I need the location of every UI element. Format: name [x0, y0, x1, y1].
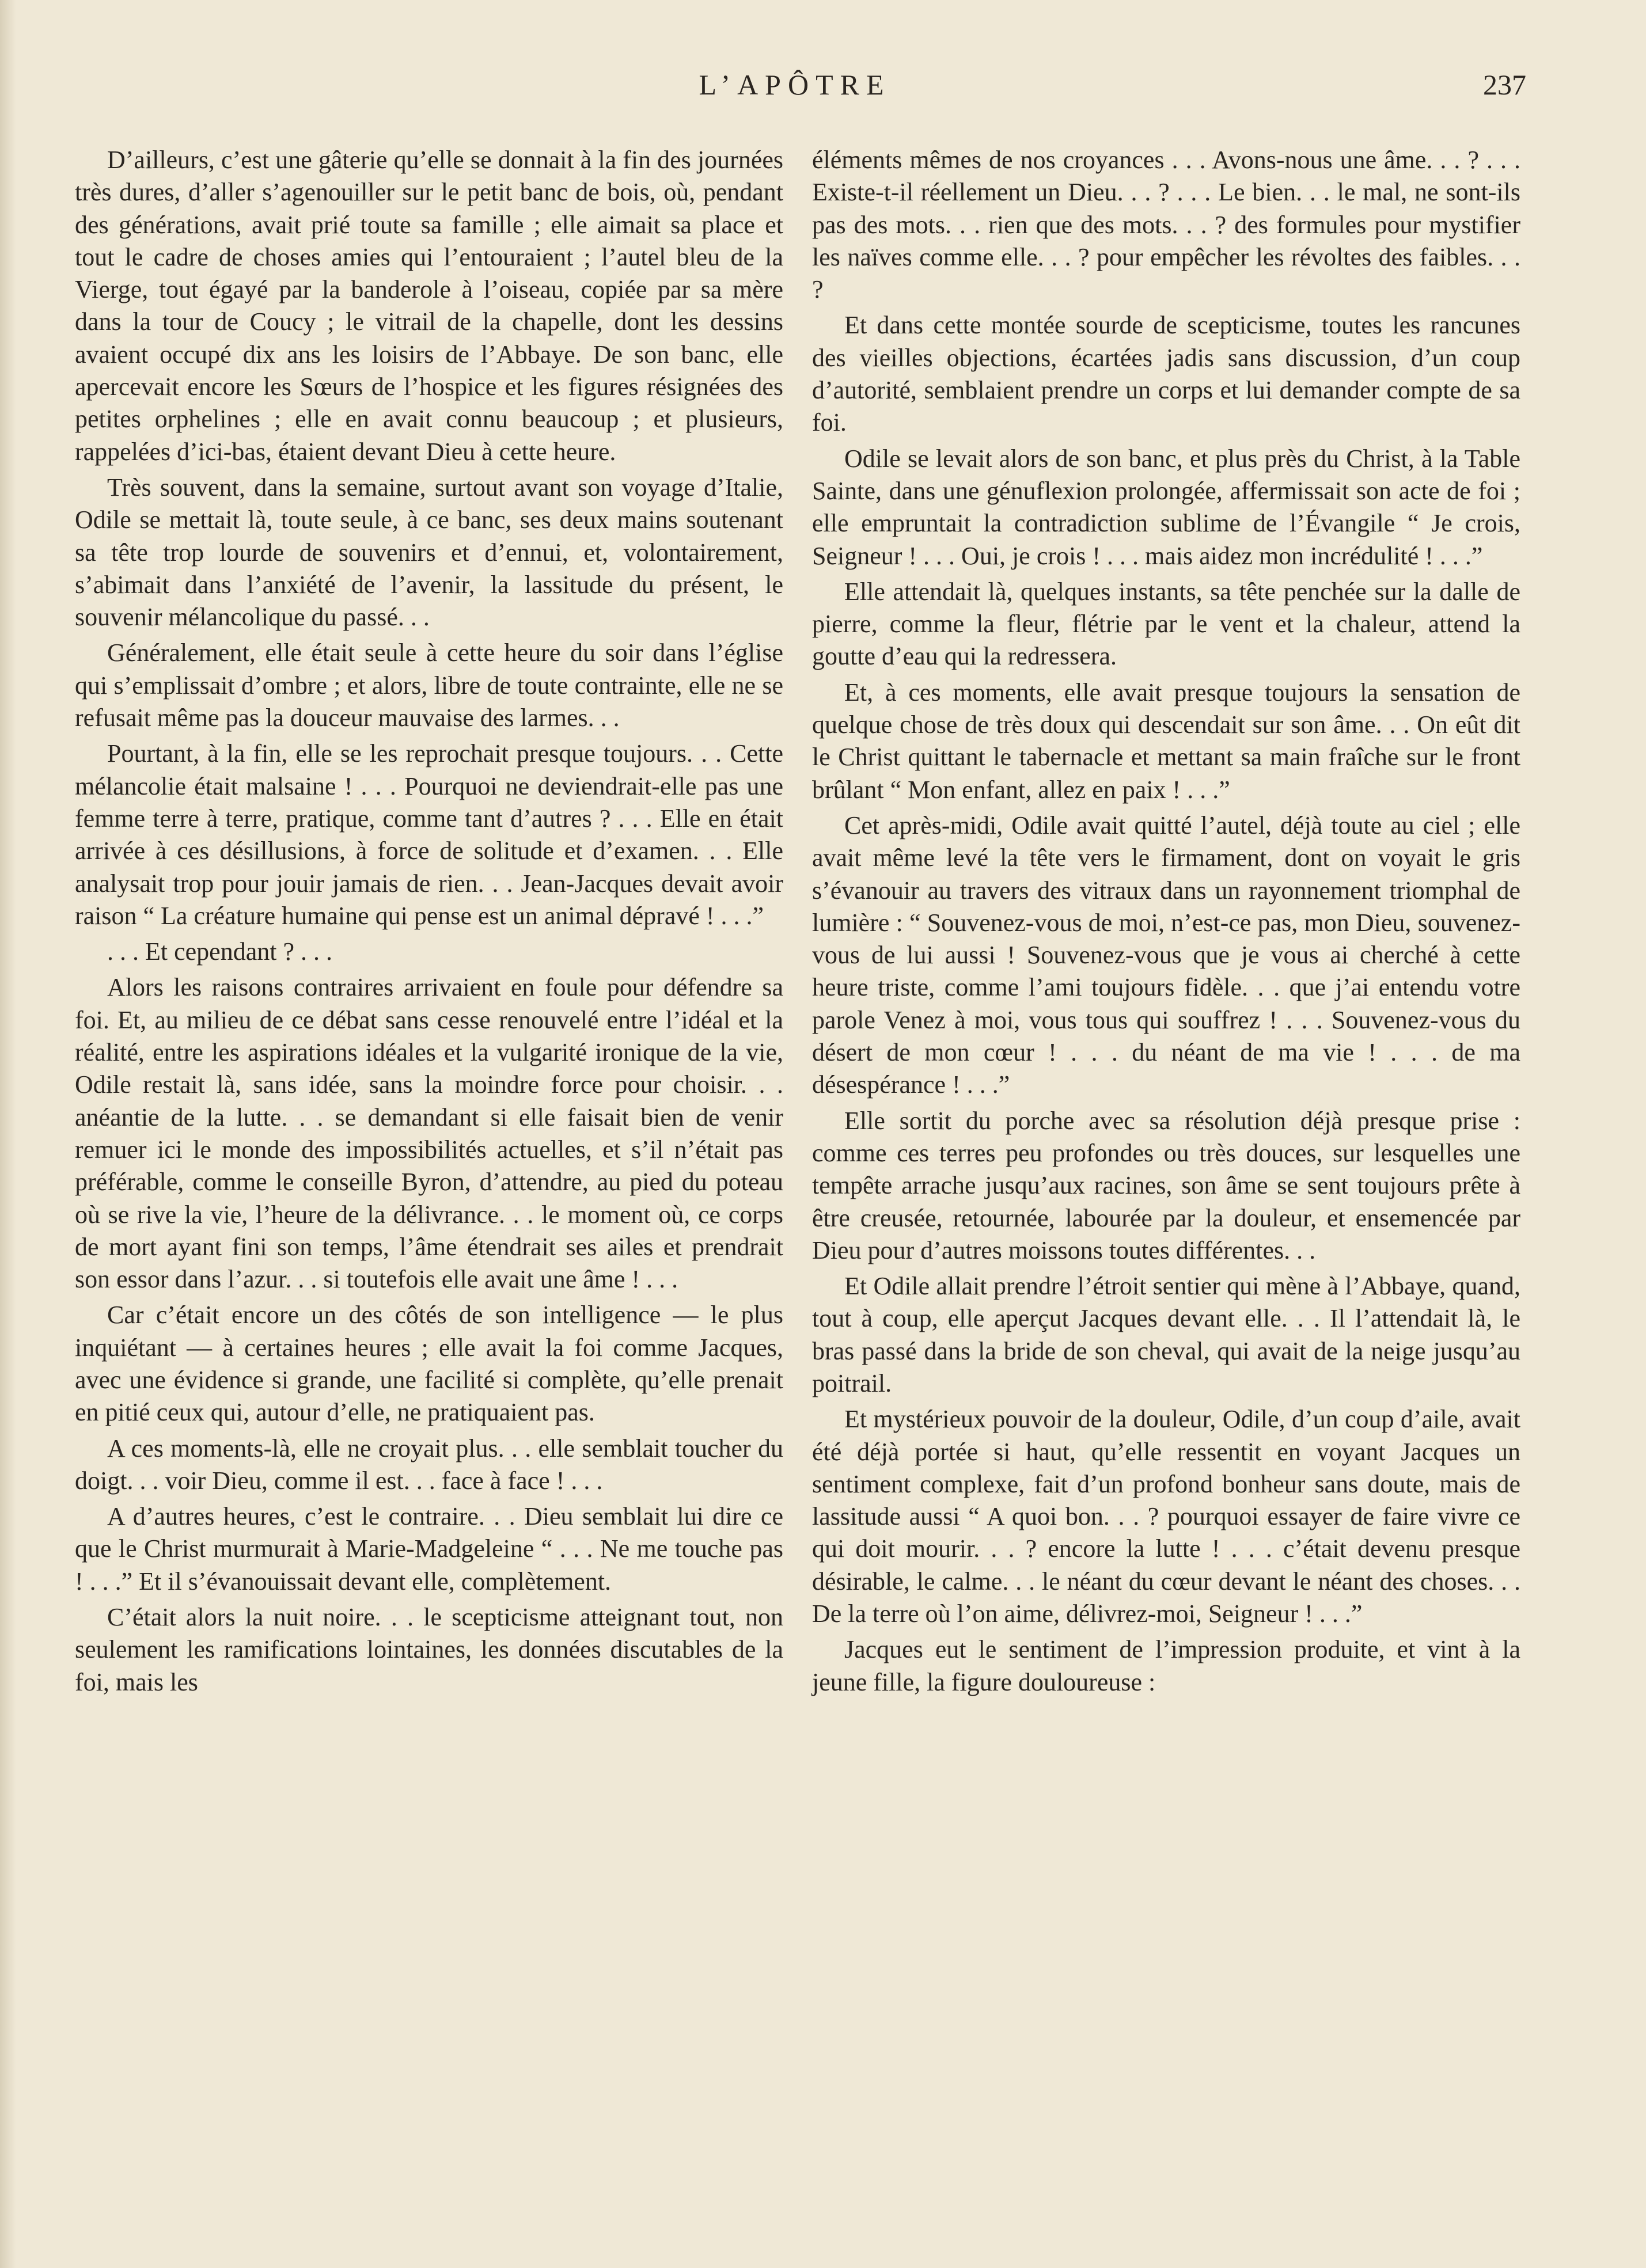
paragraph: Et, à ces moments, elle avait presque toujours la sensation de quelque chose de très doux qui descendait sur son âme. . . On eût dit le Christ quittant le tabernacle et mettant sa main fraîche sur le front brûlant “ Mon enfant, allez en paix ! . . .” [812, 678, 1520, 804]
paragraph: Et dans cette montée sourde de scepticisme, toutes les rancunes des vieilles objections, écartées jadis sans discussion, d’un coup d’autorité, semblaient prendre un corps et lui demander compte de sa foi. [812, 311, 1520, 437]
paragraph: Elle sortit du porche avec sa résolution déjà presque prise : comme ces terres peu profondes ou très douces, sur lesquelles une tempête arrache jusqu’aux racines, son âme se sent toujours prête à être creusée, retournée, labourée par la douleur, et ensemencée par Dieu pour d’autres moissons toutes différentes. . . [812, 1106, 1520, 1264]
paragraph: Très souvent, dans la semaine, surtout avant son voyage d’Italie, Odile se mettait là, toute seule, à ce banc, ses deux mains soutenant sa tête trop lourde de souvenirs et d’ennui, et, volontairement, s’abimait dans l’anxiété de l’avenir, la lassitude du présent, le souvenir mélancolique du passé. . . [75, 473, 783, 632]
paragraph: Jacques eut le sentiment de l’impression produite, et vint à la jeune fille, la figure douloureuse : [812, 1635, 1520, 1696]
paragraph: A d’autres heures, c’est le contraire. . . Dieu semblait lui dire ce que le Christ murmurait à Marie-Madgeleine “ . . . Ne me touche pas ! . . .” Et il s’évanouissait devant elle, complètement. [75, 1502, 783, 1595]
right-column [812, 144, 1520, 1702]
paragraph: . . . Et cependant ? . . . [107, 937, 332, 966]
paragraph: D’ailleurs, c’est une gâterie qu’elle se donnait à la fin des journées très dures, d’aller s’agenouiller sur le petit banc de bois, où, pendant des générations, avait prié toute sa famille ; elle aimait sa place et tout le cadre de choses amies qui l’entouraient ; l’autel bleu de la Vierge, tout égayé par la banderole à l’oiseau, copiée par sa mère dans la tour de Coucy ; le vitrail de la chapelle, dont les dessins avaient occupé dix ans les loisirs de l’Abbaye. De son banc, elle apercevait encore les Sœurs de l’hospice et les figures résignées des petites orphelines ; elle en avait connu beaucoup ; et plusieurs, rappelées d’ici-bas, étaient devant Dieu à cette heure. [75, 146, 783, 466]
page-number: 237 [1483, 69, 1526, 101]
paragraph: Alors les raisons contraires arrivaient en foule pour défendre sa foi. Et, au milieu de ce débat sans cesse renouvelé entre l’idéal et la réalité, entre les aspirations idéales et la vulgarité ironique de la vie, Odile restait là, sans idée, sans la moindre force pour choisir. . . anéantie de la lutte. . . se demandant si elle faisait bien de venir remuer ici le monde des impossibilités actuelles, et s’il n’était pas préférable, comme le conseille Byron, d’attendre, au pied du poteau où se rive la vie, l’heure de la délivrance. . . le moment où, ce corps de mort ayant fini son temps, l’âme étendrait ses ailes et prendrait son essor dans l’azur. . . si toutefois elle avait une âme ! . . . [75, 973, 783, 1294]
page-header [63, 62, 1526, 108]
paragraph: Odile se levait alors de son banc, et plus près du Christ, à la Table Sainte, dans une génuflexion prolongée, affermissait son acte de foi ; elle empruntait la contradiction sublime de l’Évangile “ Je crois, Seigneur ! . . . Oui, je crois ! . . . mais aidez mon incrédulité ! . . .” [812, 444, 1520, 570]
paragraph: Car c’était encore un des côtés de son intelligence — le plus inquiétant — à certaines heures ; elle avait la foi comme Jacques, avec une évidence si grande, une facilité si complète, qu’elle prenait en pitié ceux qui, autour d’elle, ne pratiquaient pas. [75, 1301, 783, 1427]
paragraph: éléments mêmes de nos croyances . . . Avons-nous une âme. . . ? . . . Existe-t-il réellement un Dieu. . . ? . . . Le bien. . . le mal, ne sont-ils pas des mots. . . rien que des mots. . . ? des formules pour mystifier les naïves comme elle. . . ? pour empêcher les révoltes des faibles. . . ? [812, 146, 1520, 304]
page-edge-shadow [0, 0, 16, 2268]
paragraph: Et mystérieux pouvoir de la douleur, Odile, d’un coup d’aile, avait été déjà portée si haut, qu’elle ressentit en voyant Jacques un sentiment complexe, fait d’un profond bonheur sans doute, mais de lassitude aussi “ A quoi bon. . . ? pourquoi essayer de faire vivre ce qui doit mourir. . . ? encore la lutte ! . . . c’était devenu presque désirable, le calme. . . le néant du cœur devant le néant des choses. . . De la terre où l’on aime, délivrez-moi, Seigneur ! . . .” [812, 1405, 1520, 1628]
paragraph: Et Odile allait prendre l’étroit sentier qui mène à l’Abbaye, quand, tout à coup, elle aperçut Jacques devant elle. . . Il l’attendait là, le bras passé dans la bride de son cheval, qui avait de la neige jusqu’au poitrail. [812, 1272, 1520, 1397]
paragraph: Elle attendait là, quelques instants, sa tête penchée sur la dalle de pierre, comme la fleur, flétrie par le vent et la chaleur, attend la goutte d’eau qui la redressera. [812, 577, 1520, 671]
paragraph: Pourtant, à la fin, elle se les reprochait presque toujours. . . Cette mélancolie était malsaine ! . . . Pourquoi ne deviendrait-elle pas une femme terre à terre, pratique, comme tant d’autres ? . . . Elle en était arrivée à ces désillusions, à force de solitude et d’examen. . . Elle analysait trop pour jouir jamais de rien. . . Jean-Jacques devait avoir raison “ La créature humaine qui pense est un animal dépravé ! . . .” [75, 739, 783, 930]
paragraph: Cet après-midi, Odile avait quitté l’autel, déjà toute au ciel ; elle avait même levé la tête vers le firmament, dont on voyait le gris s’évanouir au travers des vitraux dans un rayonnement triomphal de lumière : “ Souvenez-vous de moi, n’est-ce pas, mon Dieu, souvenez-vous de lui aussi ! Souvenez-vous que je vous ai cherché à cette heure triste, comme l’ami toujours fidèle. . . que j’ai entendu votre parole Venez à moi, vous tous qui souffrez ! . . . Souvenez-vous du désert de mon cœur ! . . . du néant de ma vie ! . . . de ma désespérance ! . . .” [812, 811, 1520, 1099]
running-title: L’APÔTRE [699, 69, 891, 101]
paragraph: Généralement, elle était seule à cette heure du soir dans l’église qui s’emplissait d’ombre ; et alors, libre de toute contrainte, elle ne se refusait même pas la douceur mauvaise des larmes. . . [75, 639, 783, 732]
paragraph: C’était alors la nuit noire. . . le scepticisme atteignant tout, non seulement les ramifications lointaines, les données discutables de la foi, mais les [75, 1603, 783, 1696]
left-column [75, 144, 783, 1702]
paragraph: A ces moments-là, elle ne croyait plus. . . elle semblait toucher du doigt. . . voir Dieu, comme il est. . . face à face ! . . . [75, 1434, 783, 1495]
